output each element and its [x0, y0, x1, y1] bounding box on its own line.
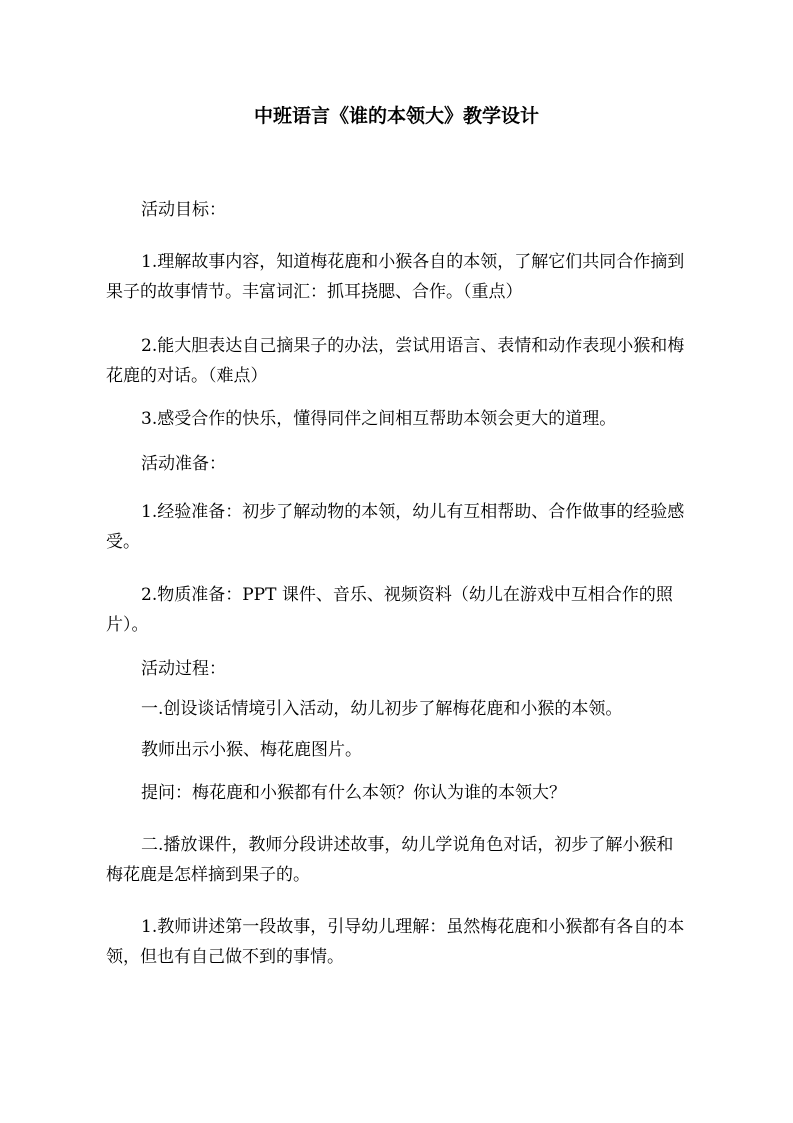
section-heading-process: 活动过程：	[141, 659, 226, 679]
document-title: 中班语言《谁的本领大》教学设计	[253, 105, 539, 127]
process-step-1-detail: 教师出示小猴、梅花鹿图片。	[141, 740, 362, 760]
process-step-1-question: 提问：梅花鹿和小猴都有什么本领？你认为谁的本领大？	[141, 783, 566, 803]
objective-1: 1.理解故事内容，知道梅花鹿和小猴各自的本领，了解它们共同合作摘到果子的故事情节。丰富词汇：抓耳挠腮、合作。（重点）	[106, 252, 685, 302]
process-step-2-item-1: 1.教师讲述第一段故事，引导幼儿理解：虽然梅花鹿和小猴都有各自的本领，但也有自己做不到的事情。	[106, 917, 685, 967]
objective-2: 2.能大胆表达自己摘果子的办法，尝试用语言、表情和动作表现小猴和梅花鹿的对话。（难点）	[106, 336, 685, 386]
preparation-1: 1.经验准备：初步了解动物的本领，幼儿有互相帮助、合作做事的经验感受。	[106, 502, 685, 552]
process-step-2: 二.播放课件，教师分段讲述故事，幼儿学说角色对话，初步了解小猴和梅花鹿是怎样摘到果子的。	[106, 835, 674, 885]
section-heading-objectives: 活动目标：	[141, 200, 226, 220]
objective-3: 3.感受合作的快乐，懂得同伴之间相互帮助本领会更大的道理。	[141, 409, 617, 429]
process-step-1: 一.创设谈话情境引入活动，幼儿初步了解梅花鹿和小猴的本领。	[141, 699, 623, 719]
preparation-2: 2.物质准备：PPT 课件、音乐、视频资料（幼儿在游戏中互相合作的照片）。	[106, 585, 673, 635]
section-heading-preparation: 活动准备：	[141, 454, 226, 474]
